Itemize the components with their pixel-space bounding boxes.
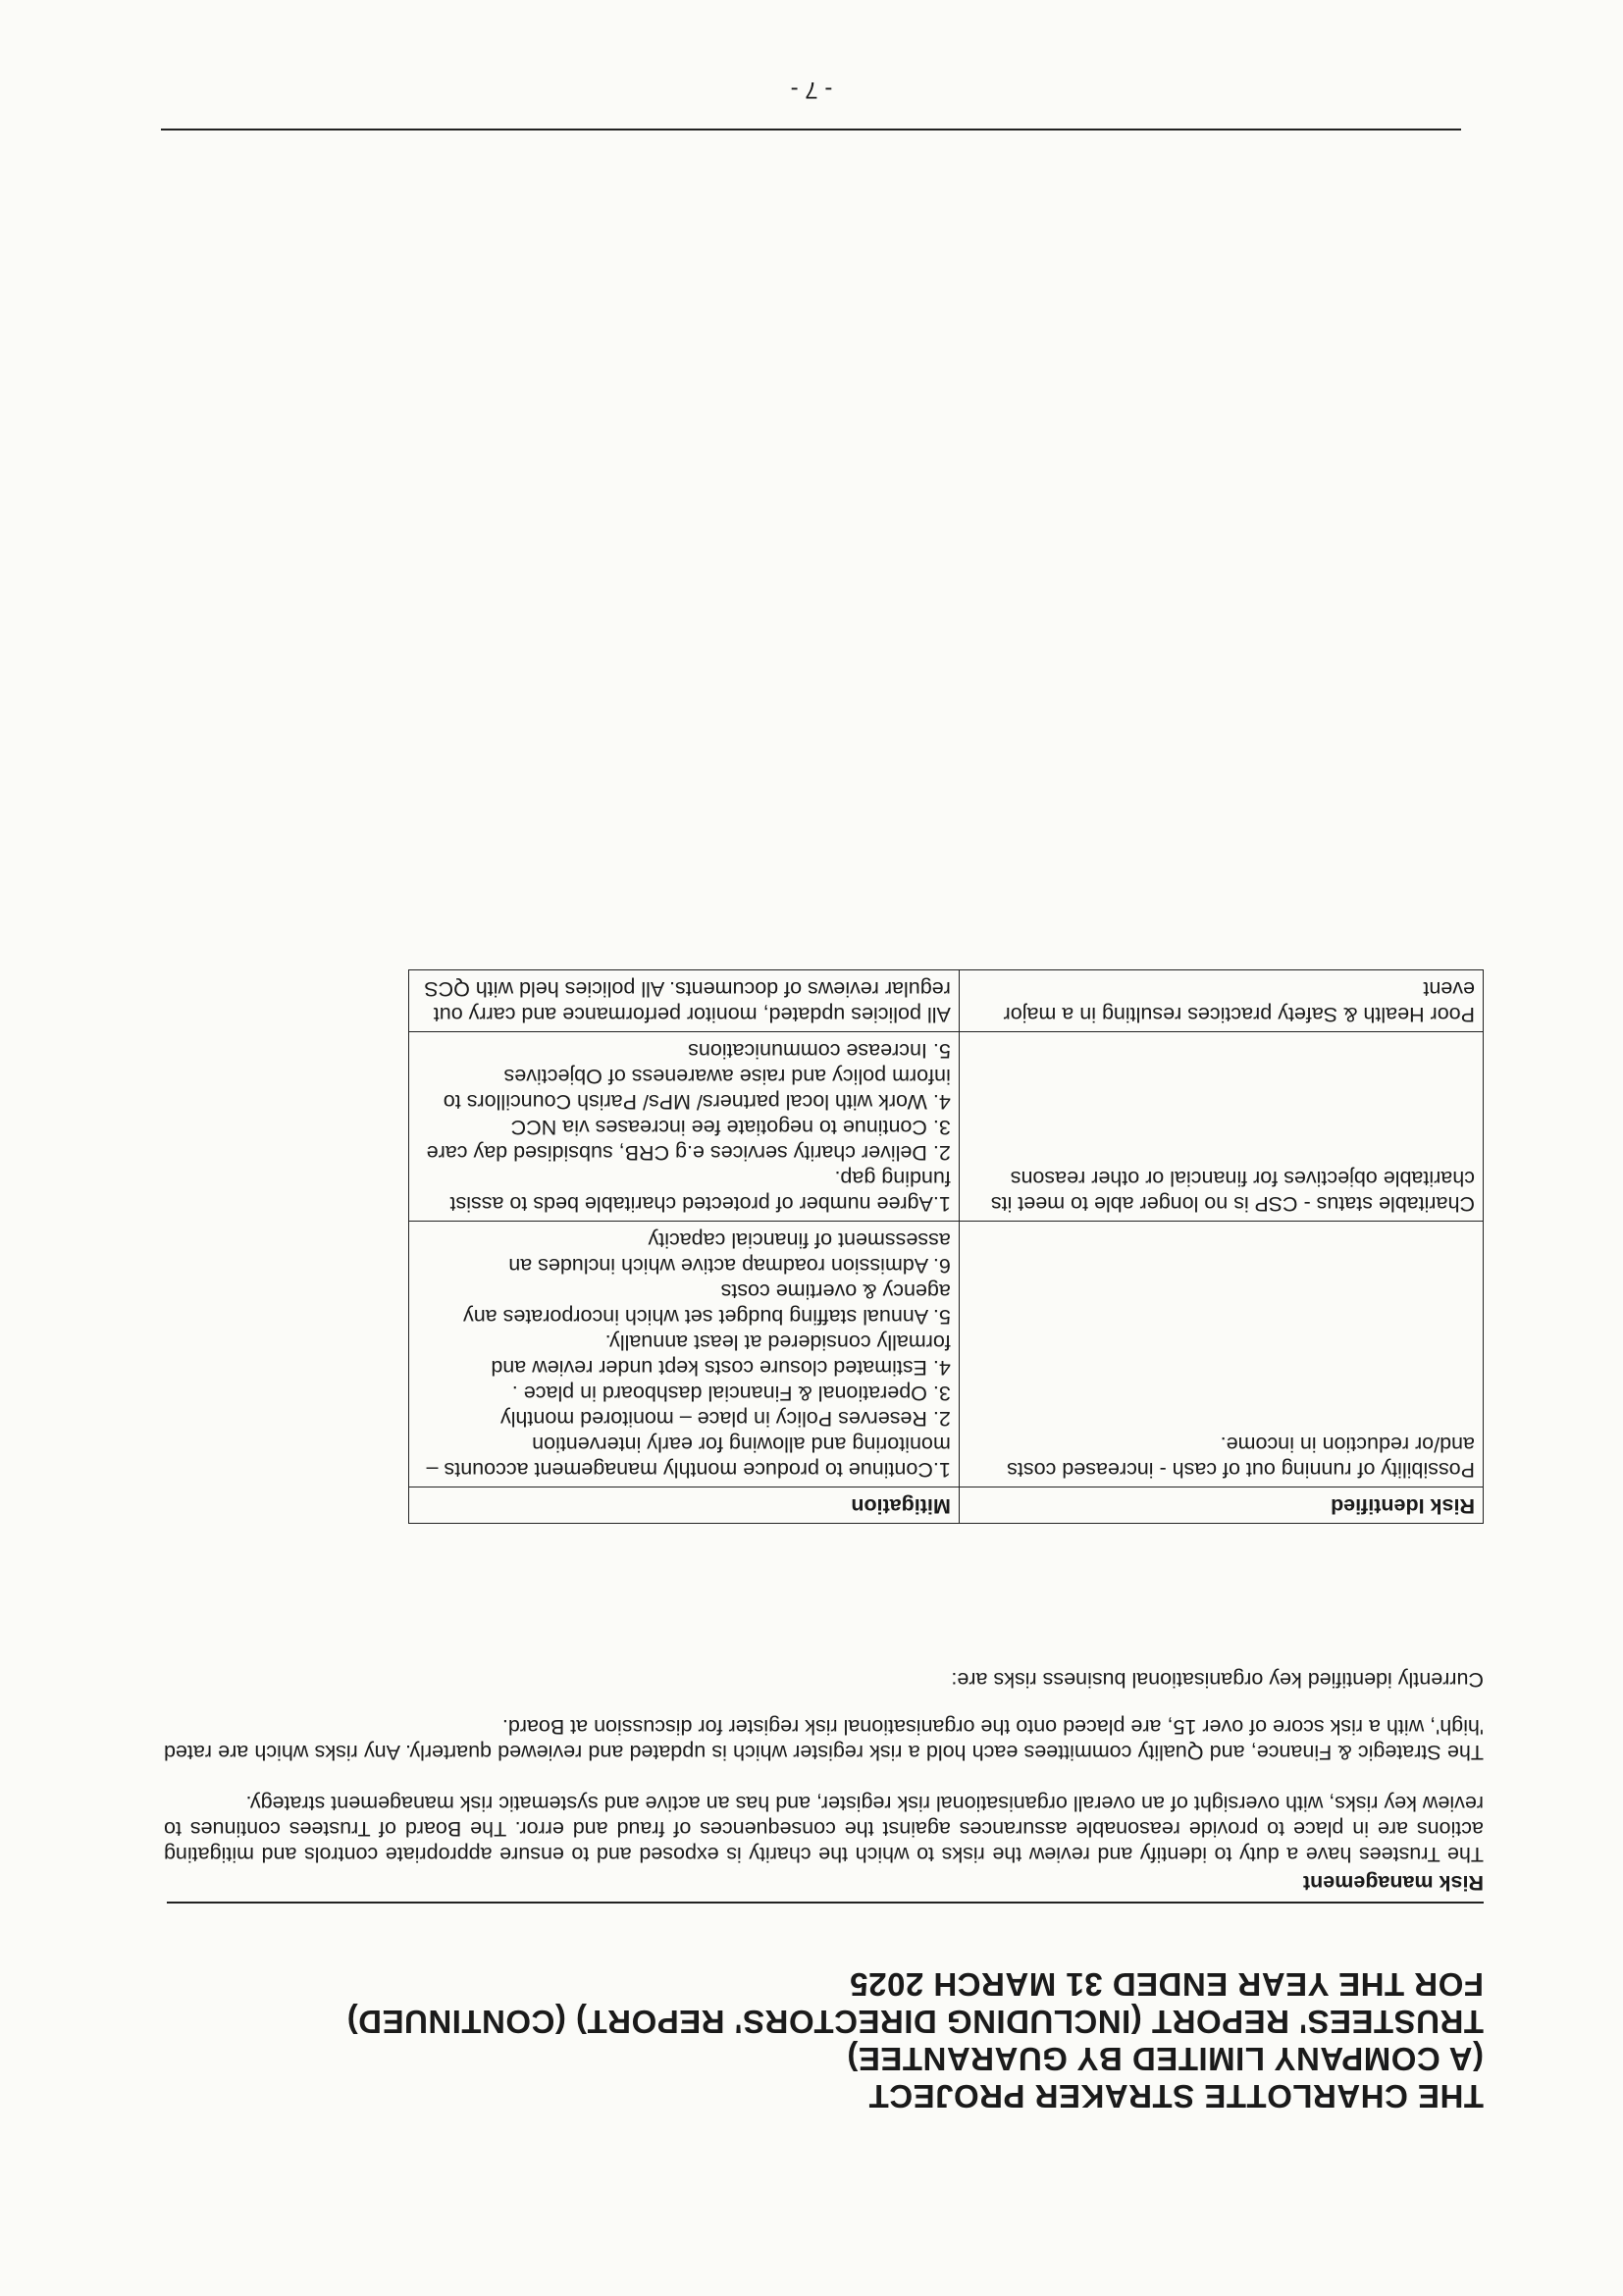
table-row [409, 1032, 1484, 1222]
mitigation-item: 4. Estimated closure costs kept under review and formally considered at least annually. [491, 1331, 951, 1380]
mitigation-item: 3. Continue to negotiate fee increases via NCC [510, 1116, 951, 1139]
report-header [139, 1965, 1484, 2114]
risk-management-section [164, 1642, 1484, 1896]
table-header-row [409, 1487, 1484, 1524]
risk-cell: Charitable status - CSP is no longer able to meet its charitable objectives for financial or other reasons [959, 1032, 1483, 1222]
mitigation-item: 5. Annual staffing budget set which incorporates any agency & overtime costs [463, 1279, 951, 1329]
mitigation-item: 5. Increase communications [688, 1039, 951, 1063]
section-heading: Risk management [1302, 1871, 1484, 1895]
report-title: TRUSTEES' REPORT (INCLUDING DIRECTORS' REPORT) (CONTINUED) [346, 2004, 1484, 2040]
risk-table [408, 969, 1484, 1524]
mitigation-cell [409, 1222, 960, 1487]
mitigation-item: 2. Deliver charity services e.g CRB, subsidised day care [426, 1141, 951, 1165]
header-divider [167, 1902, 1484, 1904]
column-header-risk: Risk Identified [959, 1487, 1483, 1524]
table-row [409, 970, 1484, 1032]
mitigation-item: 1.Agree number of protected charitable beds to assist funding gap. [449, 1167, 951, 1216]
mitigation-item: All policies updated, monitor performance and carry out regular reviews of documents. All policies held with QCS [424, 977, 951, 1026]
footer-divider [161, 129, 1461, 130]
mitigation-item: 4. Work with local partners/ MPs/ Parish Councillors to inform policy and raise awareness of Objectives [443, 1065, 951, 1114]
mitigation-item: 1.Continue to produce monthly management accounts – monitoring and allowing for early intervention [426, 1433, 951, 1482]
mitigation-cell [409, 970, 960, 1032]
charity-name: THE CHARLOTTE STRAKER PROJECT [868, 2078, 1484, 2114]
risk-paragraph-1: The Trustees have a duty to identify and review the risks to which the charity is exposed and to ensure appropriate controls and mitigating actions are in place to provide reasonable assurances against the consequences of fraud and error. The Board of Trustees continues to review key risks, with oversight of an overall organisational risk register, and has an active and systematic risk management strategy. [164, 1792, 1484, 1866]
column-header-mitigation: Mitigation [409, 1487, 960, 1524]
mitigation-item: 2. Reserves Policy in place – monitored monthly [499, 1407, 951, 1431]
risk-paragraph-2: The Strategic & Finance, and Quality committees each hold a risk register which is updated and reviewed quarterly. Any risks which are rated 'high', with a risk score of over 15, are placed onto the organisational risk register for discussion at Board. [164, 1715, 1484, 1764]
risk-cell: Poor Health & Safety practices resulting in a major event [959, 970, 1483, 1032]
risk-cell: Possibility of running out of cash - increased costs and/or reduction in income. [959, 1222, 1483, 1487]
mitigation-cell [409, 1032, 960, 1222]
table-row [409, 1222, 1484, 1487]
mitigation-item: 6. Admission roadmap active which includes an assessment of financial capacity [508, 1228, 951, 1278]
page-number: - 7 - [790, 77, 833, 103]
risk-paragraph-3: Currently identified key organisational business risks are: [951, 1668, 1484, 1692]
report-period: FOR THE YEAR ENDED 31 MARCH 2025 [849, 1966, 1484, 2003]
company-status: (A COMPANY LIMITED BY GUARANTEE) [846, 2041, 1484, 2077]
mitigation-item: 3. Operational & Financial dashboard in place . [511, 1382, 951, 1405]
